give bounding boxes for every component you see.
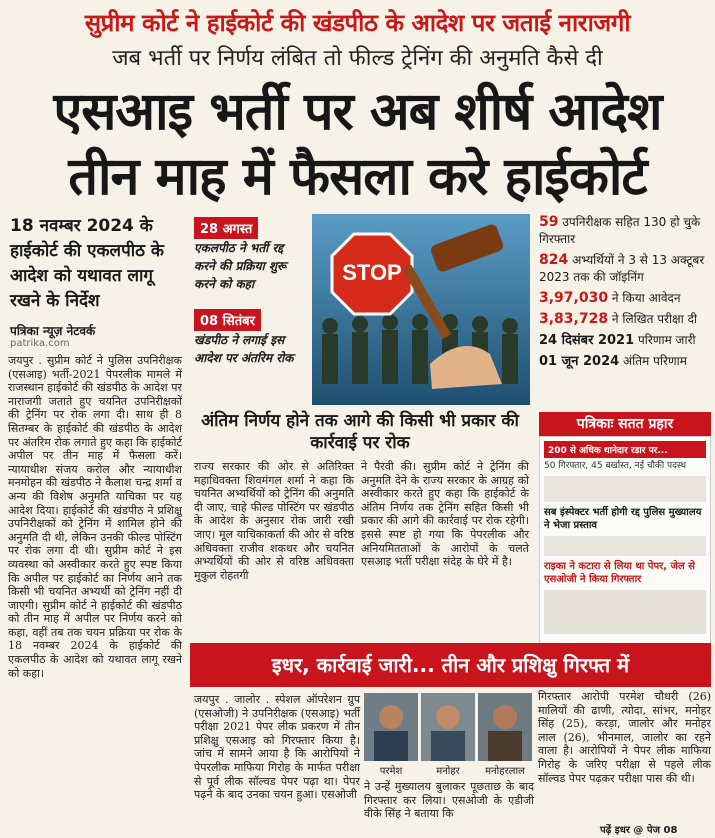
decision-headline: अंतिम निर्णय होने तक आगे की किसी भी प्रकार की कार्रवाई पर रोक: [201, 411, 519, 453]
timeline-text-2: खंडपीठ ने लगाई इस आदेश पर अंतरिम रोक: [194, 333, 294, 365]
sidebar-clip-2: 50 गिरफ्तार, 45 बर्खास्त, नई चौकी पदस्थ: [544, 461, 686, 471]
stat-item: 24 दिसंबर 2021 परिणाम जारी: [539, 333, 696, 348]
lede-text: 18 नवम्बर 2024 के हाईकोर्ट की एकलपीठ के आदेश को यथावत लागू रखने के निर्देश: [10, 216, 164, 311]
stat-item: 824 अभ्यर्थियों ने 3 से 13 अक्टूबर 2023 तक की जॉइनिंग: [539, 252, 705, 284]
main-headline-line-2: तीन माह में फैसला करे हाईकोर्ट: [68, 147, 647, 207]
body-column-1: जयपुर . सुप्रीम कोर्ट ने पुलिस उपनिरीक्षक (एसआइ) भर्ती-2021 पेपरलीक मामले में राजस्थान हाईकोर्ट की खंडपीठ के आदेश पर नाराजगी जताते हुए चयनित उपनिरीक्षकों की ट्रेनिंग पर रोक लगा दी। साथ ही 8 सितम्बर के हाईकोर्ट की खंडपीठ के आदेश पर अंतरिम रोक लगाते हुए कहा कि हाईकोर्ट अपील पर तीन माह में फैसला करें। न्यायाधीश संजय करोल और न्यायाधीश मनमोहन की खंडपीठ ने कैलाश चन्द्र शर्मा व अन्य की विशेष अनुमति याचिका पर यह आदेश दिया। हाईकोर्ट की खंडपीठ ने प्रशिक्षु उपनिरीक्षकों को ट्रेनिंग में शामिल होने की अनुमति दी थी, लेकिन उनकी फील्ड पोस्टिंग पर रोक लगा दी थी। सुप्रीम कोर्ट ने इस व्यवस्था को अस्वीकार करते हुए स्पष्ट किया कि अपील पर हाईकोर्ट का निर्णय आने तक किसी भी चयनित अभ्यर्थी को ट्रेनिंग नहीं दी जाएगी। सुप्रीम कोर्ट ने हाईकोर्ट की खंडपीठ को तीन माह में अपील पर निर्णय करने को कहा, वहीं तब तक चयन प्रक्रिया पर रोक के 18 नवम्बर 2024 के हाईकोर्ट की एकलपीठ के आदेश को यथावत लागू रखने को कहा।: [8, 354, 182, 680]
kicker-headline: सुप्रीम कोर्ट ने हाईकोर्ट की खंडपीठ के आदेश पर जताई नाराजगी: [84, 9, 631, 37]
subheadline: जब भर्ती पर निर्णय लंबित तो फील्ड ट्रेनिंग की अनुमति कैसे दी: [112, 46, 603, 71]
body-column-5: गिरफ्तार आरोपी परमेश चौधरी (26) मालियों की ढाणी, त्योदा, सांभर, मनोहर सिंह (25), करड़ा, जालोर और मनोहर लाल (26), भीनमाल, जालोर का रहने वाला है। आरोपियों ने पेपर लीक माफिया गिरोह के जरिए परीक्षा से पहले लीक सॉल्वड पेपर पढ़कर परीक्षा पास की थी।: [538, 690, 711, 785]
clipping-image: [544, 476, 706, 502]
page-reference: पढ़ें इधर @ पेज 08: [600, 825, 678, 836]
stat-item: 59 उपनिरीक्षक सहित 130 हो चुके गिरफ्तार: [539, 214, 701, 246]
sidebar-clip-4: राइका ने कटारा से लिया था पेपर, जेल से एसओजी ने किया गिरफ्तार: [544, 561, 695, 585]
clipping-image: [544, 536, 706, 556]
body-column-4: जयपुर . जालोर . स्पेशल ऑपरेशन ग्रुप (एसओजी) ने उपनिरीक्षक (एसआइ) भर्ती परीक्षा 2021 पेपर लीक प्रकरण में तीन प्रशिक्षु एसआइ को गिरफ्तार किया है। जांच में सामने आया है कि आरोपियों ने पेपरलीक माफिया गिरोह के मार्फत परीक्षा से पूर्व लीक सॉल्वड पेपर पढ़ा था। पेपर पढ़ने के बाद उनका चयन हुआ। एसओजी: [194, 693, 360, 802]
photo-caption: परमेश: [379, 766, 403, 777]
body-column-2: राज्य सरकार की ओर से अतिरिक्त महाधिवक्ता शिवमंगल शर्मा ने कहा कि चयनित अभ्यर्थियों को ट्रेनिंग की अनुमति दी जाए, चाहे फील्ड पोस्टिंग पर खंडपीठ के आदेश के अनुसार रोक जारी रखी जाए। मूल याचिकाकर्ता की ओर से वरिष्ठ अधिवक्ता राजीव शकधर और चयनित अभ्यर्थियों की ओर से वरिष्ठ अधिवक्ता मुकुल रोहतगी: [194, 460, 354, 582]
photo-caption: मनोहर: [436, 766, 460, 777]
sidebar-clip-1: 200 से अधिक थानेदार रडार पर...: [544, 441, 706, 458]
photo-caption: मनोहरलाल: [485, 766, 525, 777]
stats-panel: [539, 214, 711, 374]
stat-item: 3,97,030 ने किया आवेदन: [539, 290, 681, 306]
stop-sign-text: STOP: [342, 260, 402, 285]
timeline-date-1: 28 अगस्त: [194, 217, 258, 239]
timeline-text-1: एकलपीठ ने भर्ती रद्द करने की प्रक्रिया शुरू करने को कहा: [194, 241, 287, 291]
timeline-date-2: 08 सितंबर: [194, 309, 261, 331]
site-link[interactable]: patrika.com: [10, 338, 70, 349]
clipping-image: [544, 590, 706, 634]
body-column-3: ने पैरवी की। सुप्रीम कोर्ट ने ट्रेनिंग की अनुमति देने के राज्य सरकार के आग्रह को अस्वीकार करते हुए कहा कि हाईकोर्ट के अंतिम निर्णय तक ट्रेनिंग सहित किसी भी प्रकार की आगे की कार्रवाई पर रोक रहेगी। इससे स्पष्ट हो गया कि पेपरलीक और अनियमितताओं के आरोपों के चलते एसआइ भर्ती परीक्षा संदेह के घेरे में है।: [361, 460, 529, 569]
illustration-graphic: [312, 214, 530, 405]
action-banner: इधर, कार्रवाई जारी... तीन और प्रशिक्षु गिरफ्त में: [190, 643, 711, 687]
byline: पत्रिका न्यूज़ नेटवर्क: [10, 324, 96, 338]
stat-item: 01 जून 2024 अंतिम परिणाम: [539, 354, 687, 369]
stat-item: 3,83,728 ने लिखित परीक्षा दी: [539, 311, 698, 327]
sidebar-clip-3: सब इंस्पेक्टर भर्ती होगी रद्द पुलिस मुख्यालय ने भेजा प्रस्ताव: [544, 507, 702, 531]
body-column-6: ने उन्हें मुख्यालय बुलाकर पूछताछ के बाद गिरफ्तार कर लिया। एसओजी के एडीजी वीके सिंह ने बताया कि: [364, 780, 534, 821]
sidebar-clippings: [539, 436, 711, 644]
main-headline-line-1: एसआइ भर्ती पर अब शीर्ष आदेश: [53, 82, 662, 142]
sidebar-title: पत्रिकाः सतत प्रहार: [539, 412, 711, 436]
stop-gavel-illustration: [312, 214, 530, 405]
